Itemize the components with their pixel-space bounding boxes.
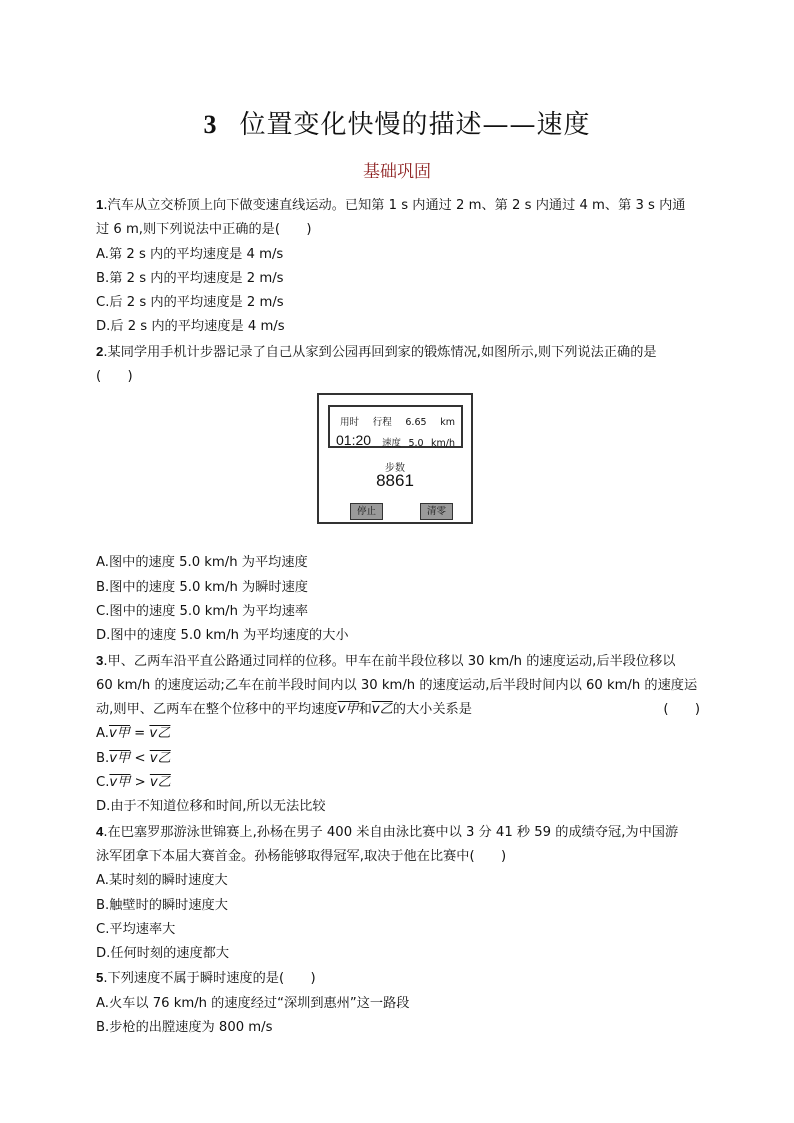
- question-4: [96, 820, 700, 967]
- question-stem: 动,则甲、乙两车在整个位移中的平均速度v甲和v乙的大小关系是 ( ): [96, 698, 700, 722]
- time-label: 用时: [340, 417, 360, 429]
- question-stem: ( ): [96, 369, 133, 385]
- option-c: C.平均速率大: [96, 921, 176, 937]
- question-stem: 60 km/h 的速度运动;乙车在前半段时间内以 30 km/h 的速度运动,后半段时间内以 60 km/h 的速度运: [96, 677, 698, 693]
- option-b: B.v甲 < v乙: [96, 750, 171, 766]
- option-a: A.v甲 = v乙: [96, 726, 171, 742]
- option-a: A.某时刻的瞬时速度大: [96, 873, 228, 889]
- question-1: [96, 193, 700, 340]
- option-d: D.图中的速度 5.0 km/h 为平均速度的大小: [96, 628, 349, 644]
- question-number: 3: [96, 652, 104, 668]
- chapter-number: 3: [203, 110, 218, 139]
- question-number: 5: [96, 970, 104, 986]
- question-2: [96, 340, 700, 649]
- question-list: [96, 193, 700, 1040]
- question-stem: 2.某同学用手机计步器记录了自己从家到公园再回到家的锻炼情况,如图所示,则下列说法正确的是: [96, 343, 657, 360]
- question-stem: 3.甲、乙两车沿平直公路通过同样的位移。甲车在前半段位移以 30 km/h 的速度运动,后半段位移以: [96, 652, 676, 669]
- question-stem: 4.在巴塞罗那游泳世锦赛上,孙杨在男子 400 米自由泳比赛中以 3 分 41 秒 59 的成绩夺冠,为中国游: [96, 823, 679, 840]
- steps-value: 8861: [376, 471, 414, 491]
- speed-label: 速度: [382, 438, 402, 450]
- symbol-v-jia: v甲: [337, 702, 359, 718]
- section-heading: 基础巩固: [363, 162, 431, 182]
- distance-unit: km: [440, 417, 455, 429]
- option-d: D.任何时刻的速度都大: [96, 946, 230, 962]
- question-stem: 过 6 m,则下列说法中正确的是( ): [96, 222, 312, 238]
- option-b: B.图中的速度 5.0 km/h 为瞬时速度: [96, 579, 308, 595]
- question-number: 1: [96, 197, 104, 212]
- distance-label: 行程: [372, 417, 392, 429]
- symbol-v-yi: v乙: [371, 702, 393, 718]
- question-stem: 泳军团拿下本届大赛首金。孙杨能够取得冠军,取决于他在比赛中( ): [96, 848, 507, 864]
- question-number: 4: [96, 823, 104, 839]
- option-c: C.v甲 > v乙: [96, 775, 171, 791]
- question-stem: 5.下列速度不属于瞬时速度的是( ): [96, 970, 316, 987]
- option-a: A.火车以 76 km/h 的速度经过“深圳到惠州”这一路段: [96, 995, 410, 1011]
- option-a: A.第 2 s 内的平均速度是 4 m/s: [96, 246, 284, 262]
- pedometer-screen: [328, 405, 463, 448]
- pedometer-device: [317, 393, 473, 524]
- figure-pedometer: [96, 389, 700, 551]
- answer-bracket: ( ): [663, 702, 700, 718]
- option-d: D.由于不知道位移和时间,所以无法比较: [96, 799, 326, 815]
- page-title: [0, 104, 794, 141]
- distance-value: 6.65: [405, 417, 427, 429]
- question-number: 2: [96, 343, 104, 359]
- speed-value: 5.0: [408, 438, 424, 450]
- option-d: D.后 2 s 内的平均速度是 4 m/s: [96, 319, 285, 335]
- option-c: C.后 2 s 内的平均速度是 2 m/s: [96, 295, 284, 311]
- chapter-title: 位置变化快慢的描述——速度: [239, 110, 591, 140]
- option-c: C.图中的速度 5.0 km/h 为平均速率: [96, 603, 309, 619]
- stop-button: 停止: [350, 503, 383, 520]
- speed-unit: km/h: [431, 438, 455, 450]
- reset-button: 清零: [420, 503, 453, 520]
- time-value: 01:20: [336, 432, 372, 449]
- question-stem: 1.汽车从立交桥顶上向下做变速直线运动。已知第 1 s 内通过 2 m、第 2 s 内通过 4 m、第 3 s 内通: [96, 197, 686, 213]
- question-5: [96, 966, 700, 1040]
- steps-label: 步数: [385, 463, 405, 475]
- question-3: [96, 649, 700, 820]
- option-a: A.图中的速度 5.0 km/h 为平均速度: [96, 555, 308, 571]
- option-b: B.触壁时的瞬时速度大: [96, 897, 228, 913]
- option-b: B.第 2 s 内的平均速度是 2 m/s: [96, 270, 284, 286]
- option-b: B.步枪的出膛速度为 800 m/s: [96, 1020, 273, 1036]
